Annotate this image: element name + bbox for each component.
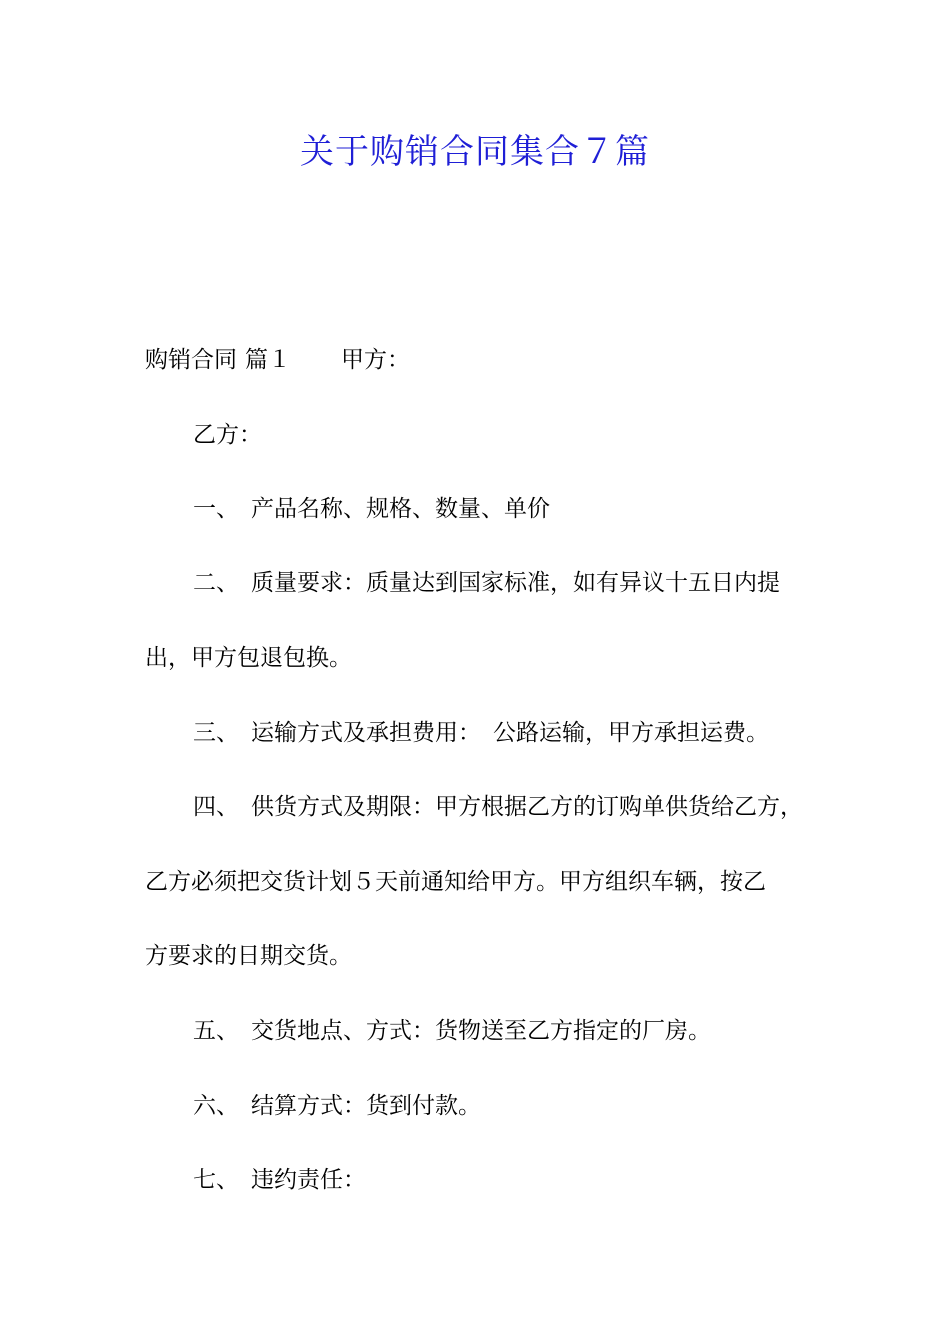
clause-3 — [193, 716, 769, 750]
document-title: 关于购销合同集合７篇 — [300, 132, 650, 172]
party-b-line — [193, 418, 262, 452]
clause-5 — [193, 1014, 711, 1048]
section-number: 篇１ — [245, 347, 291, 373]
clause-number: 四、 — [193, 794, 239, 820]
clause-text: 违约责任： — [251, 1167, 366, 1193]
clause-text: 交货地点、方式：货物送至乙方指定的厂房。 — [251, 1018, 711, 1044]
clause-2-continuation — [145, 641, 352, 675]
clause-4 — [193, 790, 803, 824]
party-b-label: 乙方： — [193, 422, 262, 448]
clause-text-continuation: 出，甲方包退包换。 — [145, 645, 352, 671]
clause-text: 供货方式及期限：甲方根据乙方的订购单供货给乙方， — [251, 794, 803, 820]
section-heading: 购销合同 — [145, 347, 237, 373]
clause-text: 运输方式及承担费用： — [251, 720, 481, 746]
clause-number: 五、 — [193, 1018, 239, 1044]
clause-text-continuation: 乙方必须把交货计划５天前通知给甲方。甲方组织车辆，按乙 — [145, 869, 766, 895]
clause-number: 三、 — [193, 720, 239, 746]
clause-6 — [193, 1089, 481, 1123]
clause-text: 质量要求：质量达到国家标准，如有异议十五日内提 — [251, 570, 780, 596]
clause-1 — [193, 492, 550, 526]
clause-text-continuation-2: 方要求的日期交货。 — [145, 943, 352, 969]
clause-7 — [193, 1163, 366, 1197]
clause-4-continuation-2 — [145, 939, 352, 973]
clause-text-2: 公路运输，甲方承担运费。 — [493, 720, 769, 746]
clause-4-continuation — [145, 865, 766, 899]
section-header-line — [145, 343, 410, 377]
clause-number: 六、 — [193, 1093, 239, 1119]
clause-text: 结算方式：货到付款。 — [251, 1093, 481, 1119]
clause-text: 产品名称、规格、数量、单价 — [251, 496, 550, 522]
clause-number: 一、 — [193, 496, 239, 522]
clause-2 — [193, 566, 780, 600]
party-a-label: 甲方： — [341, 347, 410, 373]
clause-number: 七、 — [193, 1167, 239, 1193]
clause-number: 二、 — [193, 570, 239, 596]
